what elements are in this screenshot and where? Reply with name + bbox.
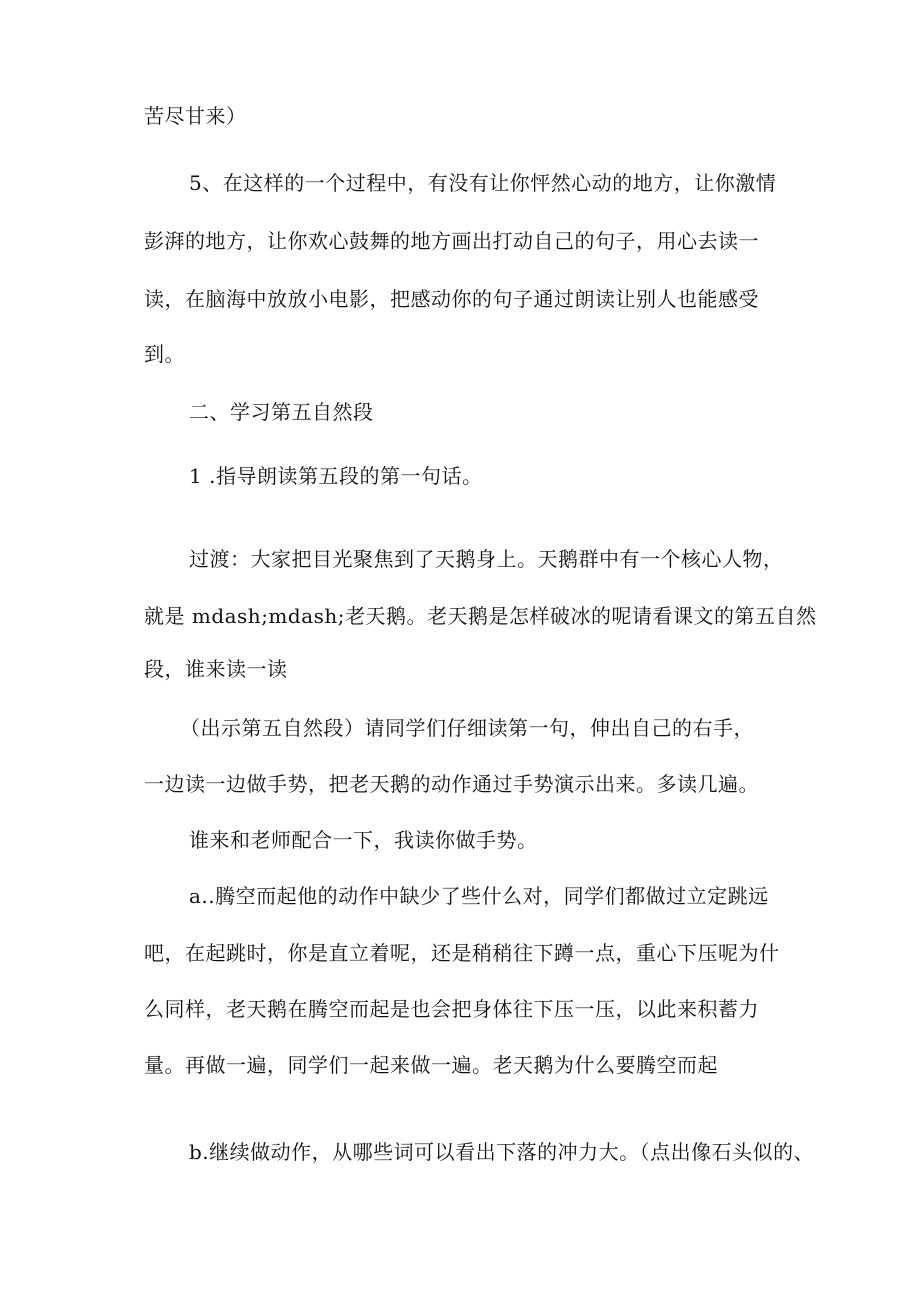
text-line-11: （出示第五自然段）请同学们仔细读第一句，伸出自己的右手， (180, 716, 754, 740)
text-line-1: 苦尽甘来） (144, 104, 247, 128)
text-line-2: 5、在这样的一个过程中，有没有让你怦然心动的地方，让你激情 (189, 171, 777, 195)
text-line-18: b.继续做动作，从哪些词可以看出下落的冲力大。（点出像石头似的、 (189, 1140, 815, 1164)
text-line-9: 就是 mdash;mdash;老天鹅。老天鹅是怎样破冰的呢请看课文的第五自然 (144, 604, 817, 628)
text-line-3: 彭湃的地方，让你欢心鼓舞的地方画出打动自己的句子，用心去读一 (144, 229, 759, 253)
text-line-13: 谁来和老师配合一下，我读你做手势。 (189, 828, 538, 852)
text-line-5: 到。 (144, 342, 185, 366)
text-line-7: 1 .指导朗读第五段的第一句话。 (189, 464, 483, 488)
text-line-14: a..腾空而起他的动作中缺少了些什么对，同学们都做过立定跳远 (189, 884, 769, 908)
text-line-12: 一边读一边做手势，把老天鹅的动作通过手势演示出来。多读几遍。 (144, 772, 759, 796)
text-line-16: 么同样，老天鹅在腾空而起是也会把身体往下压一压，以此来积蓄力 (144, 997, 759, 1021)
text-line-8: 过渡：大家把目光聚焦到了天鹅身上。天鹅群中有一个核心人物， (189, 547, 784, 571)
text-line-15: 吧，在起跳时，你是直立着呢，还是稍稍往下蹲一点，重心下压呢为什 (144, 941, 780, 965)
section-heading: 二、学习第五自然段 (189, 400, 374, 424)
text-line-10: 段，谁来读一读 (144, 657, 288, 681)
text-line-4: 读，在脑海中放放小电影，把感动你的句子通过朗读让别人也能感受 (144, 287, 759, 311)
text-line-17: 量。再做一遍，同学们一起来做一遍。老天鹅为什么要腾空而起 (144, 1053, 718, 1077)
